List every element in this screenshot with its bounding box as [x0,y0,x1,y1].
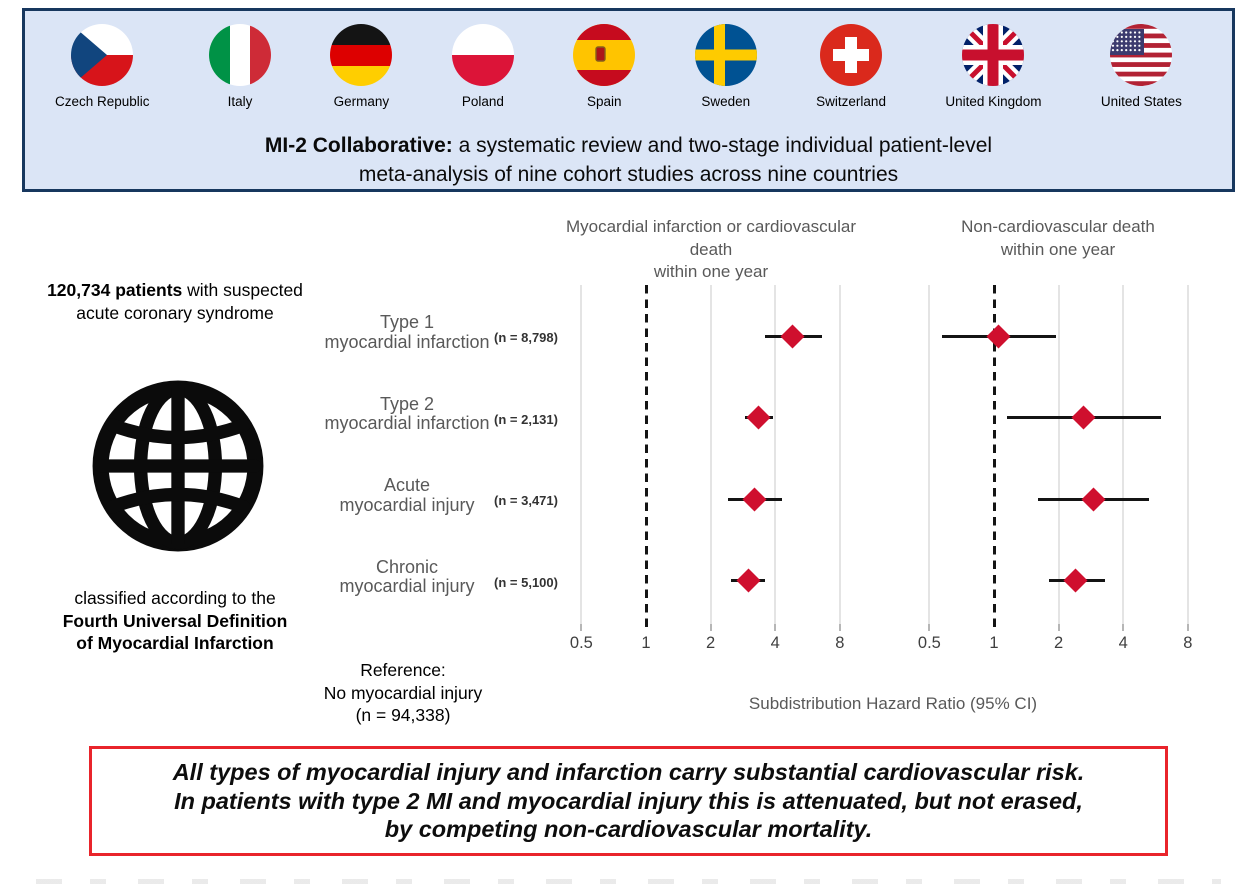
country-label: Sweden [701,94,751,109]
reference-line3: (n = 94,338) [355,705,451,725]
flag-item [816,24,886,109]
tick-label: 4 [1118,634,1128,652]
tick-mark [1187,624,1189,631]
country-flags-row [25,24,1232,109]
flag-item [573,24,635,109]
patients-count: 120,734 patients [47,280,183,300]
header-banner [22,8,1235,192]
panel-header-line2: within one year [653,262,769,281]
reference-line [645,285,648,631]
study-title [25,131,1232,189]
united-states-flag-icon [1110,24,1172,86]
conclusion-line3: by competing non-cardiovascular mortality. [384,816,873,843]
country-label: Poland [461,94,504,109]
row-n-label: (n = 2,131) [494,411,558,427]
hr-diamond-marker [747,405,771,429]
country-label: Italy [227,94,253,109]
hr-diamond-marker [736,568,760,592]
globe-icon [89,377,267,555]
tick-label: 1 [641,634,651,652]
gridline [1122,285,1124,624]
spain-flag-icon [573,24,635,86]
gridline [1187,285,1189,624]
classification-line3: of Myocardial Infarction [76,633,274,653]
classification-line2: Fourth Universal Definition [62,610,288,631]
tick-label: 2 [706,634,716,652]
tick-mark [839,624,841,631]
panel-header-line2: within one year [1000,239,1116,259]
czech-republic-flag-icon [71,24,133,86]
classification-line1: classified according to the [74,588,276,608]
flag-item [330,24,392,109]
country-label: Spain [587,94,622,109]
switzerland-flag-icon [820,24,882,86]
flag-item [55,24,150,109]
country-label: United Kingdom [945,94,1042,109]
row-n-label: (n = 5,100) [494,574,558,590]
flag-item [1101,24,1182,109]
hr-diamond-marker [986,324,1010,348]
panel-header-noncv-death [898,216,1218,261]
reference-line1: Reference: [360,660,446,680]
row-label: Chronic myocardial injury [339,556,475,596]
united-kingdom-flag-icon [962,24,1024,86]
study-title-rest: a systematic review and two-stage individual patient-level [452,134,993,157]
gridline [928,285,930,624]
sweden-flag-icon [695,24,757,86]
conclusion-line1: All types of myocardial injury and infarction carry substantial cardiovascular risk. [172,759,1085,786]
flag-item [945,24,1041,109]
row-label: Acute myocardial injury [339,475,475,515]
flag-item [695,24,757,109]
hr-diamond-marker [742,487,766,511]
tick-label: 2 [1054,634,1064,652]
germany-flag-icon [330,24,392,86]
study-title-line1 [25,131,1232,160]
tick-label: 4 [770,634,780,652]
conclusion-box [89,746,1168,856]
row-n-label: (n = 3,471) [494,493,558,508]
panel-header-cv-death [551,216,871,284]
cropped-text-artifact [36,879,1221,884]
flag-item [209,24,271,109]
hr-diamond-marker [1064,568,1088,592]
tick-label: 1 [989,634,999,652]
flag-item [452,24,514,109]
reference-group-note [313,659,493,727]
x-axis-title: Subdistribution Hazard Ratio (95% CI) [748,694,1038,713]
row-label: Type 1 myocardial infarction [324,312,490,352]
study-title-line2: meta-analysis of nine cohort studies across nine countries [358,163,899,186]
tick-mark [580,624,582,631]
study-title-bold: MI-2 Collaborative: [264,134,453,157]
tick-label: 0.5 [569,634,593,652]
tick-mark [774,624,776,631]
tick-mark [1058,624,1060,631]
country-label: Switzerland [816,94,886,109]
tick-mark [710,624,712,631]
patients-summary-line2: acute coronary syndrome [76,302,274,323]
tick-mark [928,624,930,631]
italy-flag-icon [209,24,271,86]
gridline [1058,285,1060,624]
country-label: Germany [333,94,390,109]
country-label: Czech Republic [55,94,150,109]
country-label: United States [1100,94,1182,109]
panel-header-line1: Myocardial infarction or cardiovascular death [565,217,857,259]
hr-diamond-marker [780,324,804,348]
patients-summary [20,279,330,324]
tick-mark [1122,624,1124,631]
tick-label: 0.5 [917,634,941,652]
patients-summary-line1 [20,279,330,302]
conclusion-line2: In patients with type 2 MI and myocardial injury this is attenuated, but not erased, [174,787,1083,814]
tick-label: 8 [835,634,845,652]
poland-flag-icon [452,24,514,86]
panel-header-line1: Non-cardiovascular death [961,217,1155,236]
classification-note [20,587,330,655]
patients-rest: with suspected [182,280,303,300]
tick-label: 8 [1183,634,1193,652]
row-label: Type 2 myocardial infarction [324,393,490,433]
gridline [580,285,582,624]
gridline [839,285,841,624]
hr-diamond-marker [1081,487,1105,511]
gridline [710,285,712,624]
hr-diamond-marker [1071,405,1095,429]
row-n-label: (n = 8,798) [494,330,558,345]
reference-line2: No myocardial injury [323,682,483,703]
